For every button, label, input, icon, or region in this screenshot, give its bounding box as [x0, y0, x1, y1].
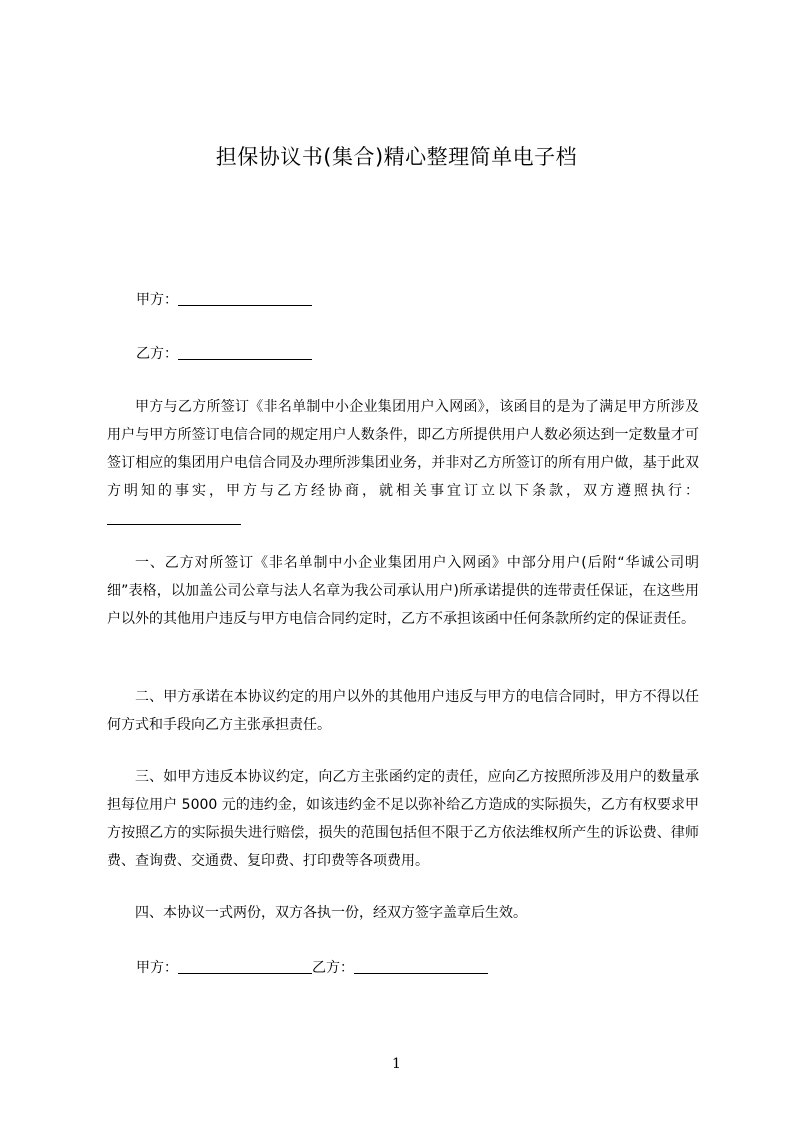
preamble-paragraph: [107, 393, 699, 533]
document-title: 担保协议书(集合)精心整理简单电子档: [215, 145, 578, 169]
preamble-text: 甲方与乙方所签订《非名单制中小企业集团用户入网函》，该函目的是为了满足甲方所涉及用户与甲方所签订电信合同的规定用户人数条件，即乙方所提供用户人数必须达到一定数量才可签订相应的集团用户电信合同及办理所涉集团业务，并非对乙方所签订的所有用户做，基于此双方明知的事实，甲方与乙方经协商，就相关事宜订立以下条款，双方遵照执行：: [107, 399, 699, 499]
page-number: 1: [392, 1056, 401, 1072]
sign-b-blank: [354, 960, 488, 974]
clause-3-paragraph: 三、如甲方违反本协议约定，向乙方主张函约定的责任，应向乙方按照所涉及用户的数量承担每位用户 5000 元的违约金，如该违约金不足以弥补给乙方造成的实际损失，乙方有权要求甲方按照乙方的实际损失进行赔偿，损失的范围包括但不限于乙方依法维权所产生的诉讼费、律师费、查询费、交通费、复印费、打印费等各项费用。: [107, 769, 699, 869]
sign-a-label: 甲方：: [136, 960, 178, 976]
sign-b-label: 乙方：: [312, 960, 354, 976]
sign-a-blank: [178, 960, 312, 974]
party-a-blank: [178, 292, 312, 306]
clause-4-paragraph: 四、本协议一式两份，双方各执一份，经双方签字盖章后生效。: [135, 905, 527, 921]
party-a-label: 甲方：: [136, 292, 178, 308]
clause-2-paragraph: 二、甲方承诺在本协议约定的用户以外的其他用户违反与甲方的电信合同时，甲方不得以任何方式和手段向乙方主张承担责任。: [107, 689, 699, 733]
party-a-line: [136, 290, 312, 310]
preamble-blank: [107, 511, 241, 525]
party-b-line: [136, 344, 312, 364]
signature-line: [136, 958, 488, 978]
party-b-label: 乙方：: [136, 346, 178, 362]
party-b-blank: [178, 346, 312, 360]
clause-1-paragraph: 一、乙方对所签订《非名单制中小企业集团用户入网函》中部分用户(后附“华诚公司明细”表格，以加盖公司公章与法人名章为我公司承认用户)所承诺提供的连带责任保证，在这些用户以外的其他用户违反与甲方电信合同约定时，乙方不承担该函中任何条款所约定的保证责任。: [107, 555, 699, 627]
